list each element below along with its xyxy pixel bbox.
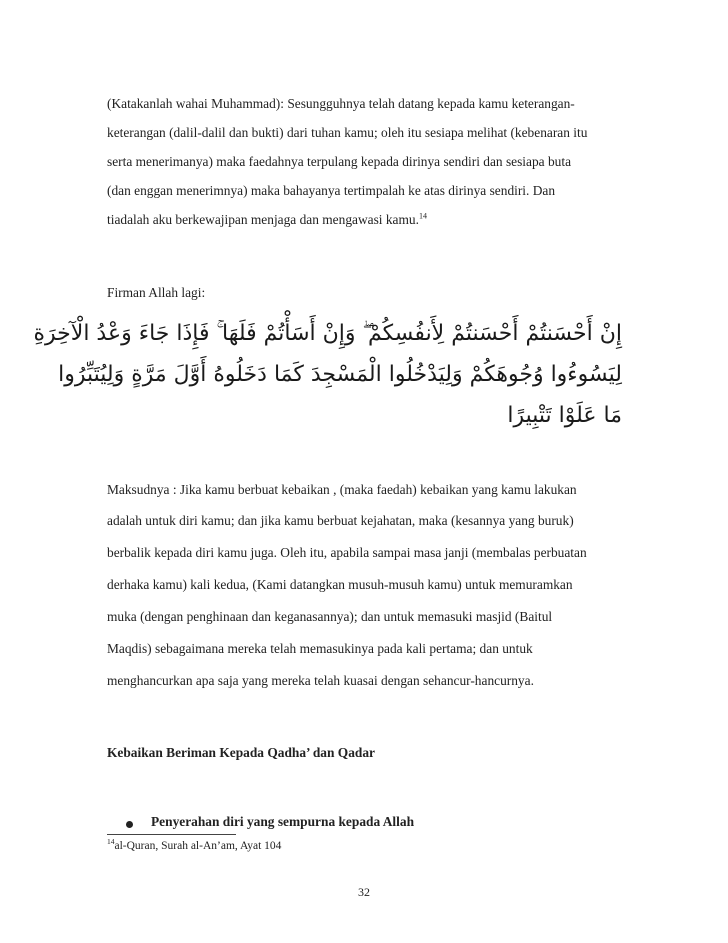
- page-number: 32: [358, 885, 370, 899]
- firman-label: Firman Allah lagi:: [107, 285, 206, 300]
- paragraph1-line-5-text: tiadalah aku berkewajipan menjaga dan mengawasi kamu.: [107, 212, 419, 227]
- paragraph2-line-2: adalah untuk diri kamu; dan jika kamu berbuat kejahatan, maka (kesannya yang buruk): [107, 513, 574, 528]
- footnote-divider: [107, 834, 236, 835]
- footnote-text: al-Quran, Surah al-An’am, Ayat 104: [114, 840, 282, 852]
- paragraph1-line-2: keterangan (dalil-dalil dan bukti) dari tuhan kamu; oleh itu sesiapa melihat (kebenaran itu: [107, 125, 588, 140]
- paragraph2-line-1: Maksudnya : Jika kamu berbuat kebaikan , (maka faedah) kebaikan yang kamu lakukan: [107, 482, 577, 497]
- footnote: [107, 837, 282, 852]
- paragraph1-line-5: [107, 212, 627, 228]
- paragraph2-line-5: muka (dengan penghinaan dan keganasannya); dan untuk memasuki masjid (Baitul: [107, 609, 553, 624]
- footnote-number: 14: [107, 837, 115, 847]
- paragraph2-line-3: berbalik kepada diri kamu juga. Oleh itu, apabila sampai masa janji (membalas perbuatan: [107, 545, 587, 560]
- arabic-verse-line-3: مَا عَلَوْا تَتْبِيرًا: [507, 403, 622, 428]
- bullet-item: Penyerahan diri yang sempurna kepada Allah: [151, 814, 415, 829]
- footnote-reference[interactable]: 14: [418, 211, 427, 221]
- arabic-verse-line-2: لِيَسُوءُوا وُجُوهَكُمْ وَلِيَدْخُلُوا الْمَسْجِدَ كَمَا دَخَلُوهُ أَوَّلَ مَرَّةٍ وَلِيُتَبِّرُوا: [58, 362, 622, 387]
- section-heading: Kebaikan Beriman Kepada Qadha’ dan Qadar: [107, 745, 375, 760]
- paragraph2-line-4: derhaka kamu) kali kedua, (Kami datangkan musuh-musuh kamu) untuk memuramkan: [107, 577, 573, 592]
- bullet-icon: [126, 821, 133, 828]
- paragraph1-line-3: serta menerimanya) maka faedahnya terpulang kepada dirinya sendiri dan sesiapa buta: [107, 154, 572, 169]
- paragraph1-line-4: (dan enggan menerimnya) maka bahayanya tertimpalah ke atas dirinya sendiri. Dan: [107, 183, 556, 198]
- paragraph2-line-7: menghancurkan apa saja yang mereka telah kuasai dengan sehancur-hancurnya.: [107, 673, 534, 688]
- paragraph1-line-1: (Katakanlah wahai Muhammad): Sesungguhnya telah datang kepada kamu keterangan-: [107, 96, 575, 111]
- paragraph2-line-6: Maqdis) sebagaimana mereka telah memasukinya pada kali pertama; dan untuk: [107, 641, 533, 656]
- arabic-verse-line-1: إِنْ أَحْسَنتُمْ أَحْسَنتُمْ لِأَنفُسِكُمْ ۖ وَإِنْ أَسَأْتُمْ فَلَهَا ۚ فَإِذَا جَاءَ وَعْدُ الْآخِرَةِ: [33, 321, 622, 346]
